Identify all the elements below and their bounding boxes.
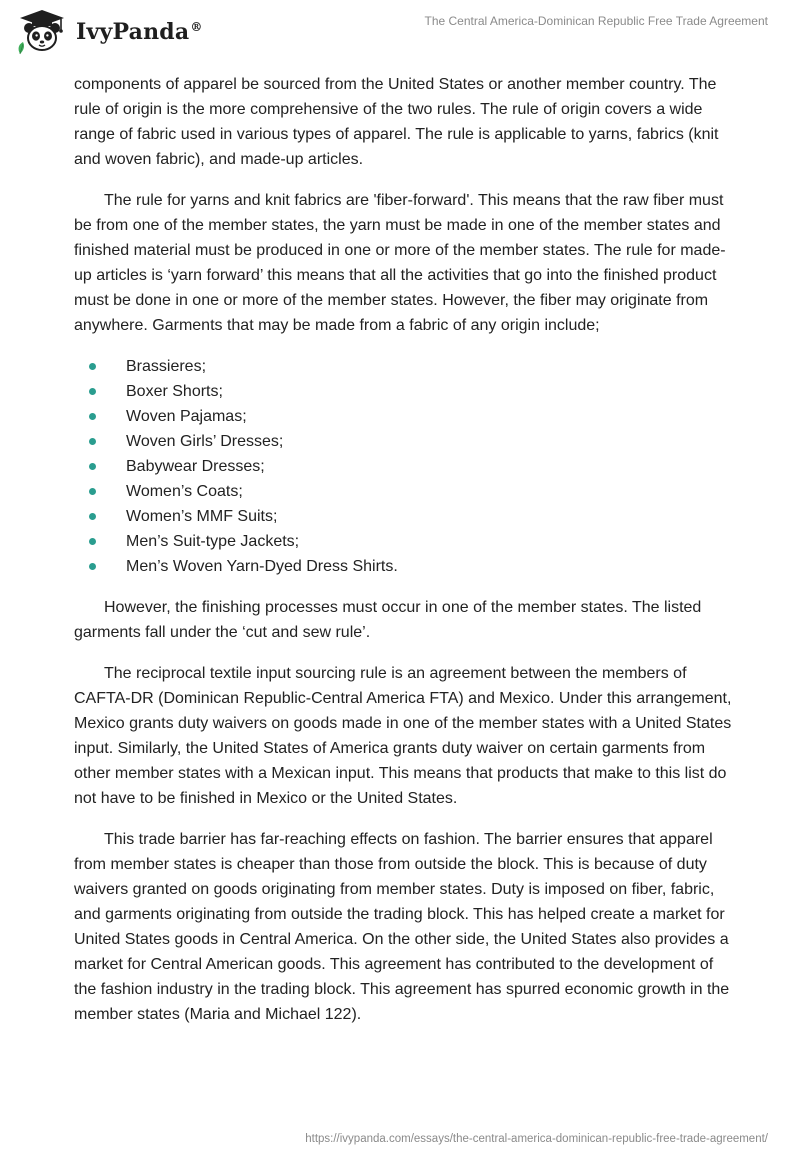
bullet-dot-icon: [89, 438, 96, 445]
document-title: The Central America-Dominican Republic Free Trade Agreement: [424, 14, 768, 28]
bullet-dot-icon: [89, 563, 96, 570]
list-item: Woven Girls’ Dresses;: [74, 429, 734, 454]
essay-content: [74, 72, 734, 1043]
paragraph-reciprocal-rule: The reciprocal textile input sourcing rule is an agreement between the members of CAFTA-DR (Dominican Republic-Central America FTA) and Mexico. Under this arrangement, Mexico grants duty waivers on goods made in one of the member states with a United States input. Similarly, the United States of America grants duty waiver on certain garments from other member states with a Mexican input. This means that products that make to this list do not have to be finished in Mexico or the United States.: [74, 665, 732, 807]
bullet-dot-icon: [89, 513, 96, 520]
bullet-dot-icon: [89, 363, 96, 370]
registered-mark: ®: [190, 19, 203, 34]
list-item: Men’s Woven Yarn-Dyed Dress Shirts.: [74, 554, 734, 579]
bullet-dot-icon: [89, 463, 96, 470]
list-item: Women’s Coats;: [74, 479, 734, 504]
list-item: Men’s Suit-type Jackets;: [74, 529, 734, 554]
bullet-dot-icon: [89, 413, 96, 420]
paragraph-continuation: components of apparel be sourced from the United States or another member country. The rule of origin is the more comprehensive of the two rules. The rule of origin covers a wide range of fabric used in various types of apparel. The rule is applicable to yarns, fabrics (knit and woven fabric), and made-up articles.: [74, 76, 719, 168]
list-item: Women’s MMF Suits;: [74, 504, 734, 529]
brand-name: IvyPanda®: [76, 19, 203, 45]
list-item: Brassieres;: [74, 354, 734, 379]
paragraph-trade-barrier: This trade barrier has far-reaching effects on fashion. The barrier ensures that apparel from member states is cheaper than those from outside the block. This is because of duty waivers granted on goods originating from member states. Duty is imposed on fiber, fabric, and garments originating from outside the trading block. This has helped create a market for United States goods in Central America. On the other side, the United States also provides a market for Central American goods. This agreement has contributed to the development of the fashion industry in the trading block. This agreement has spurred economic growth in the member states (Maria and Michael 122).: [74, 831, 730, 1023]
list-item: Woven Pajamas;: [74, 404, 734, 429]
garment-list: [74, 354, 734, 579]
list-item: Babywear Dresses;: [74, 454, 734, 479]
panda-graduate-icon: [14, 8, 70, 56]
list-item: Boxer Shorts;: [74, 379, 734, 404]
bullet-dot-icon: [89, 388, 96, 395]
bullet-dot-icon: [89, 488, 96, 495]
page-header: [0, 0, 800, 70]
paragraph-finishing: However, the finishing processes must occur in one of the member states. The listed garments fall under the ‘cut and sew rule’.: [74, 599, 702, 641]
bullet-dot-icon: [89, 538, 96, 545]
ivypanda-logo[interactable]: [14, 8, 203, 56]
paragraph-fiber-forward: The rule for yarns and knit fabrics are 'fiber-forward'. This means that the raw fiber must be from one of the member states, the yarn must be made in one of the member states and finished material must be produced in one or more of the member states. The rule for made-up articles is ‘yarn forward’ this means that all the activities that go into the finished product must be done in one or more of the member states. However, the fiber may originate from anywhere. Garments that may be made from a fabric of any origin include;: [74, 192, 726, 334]
source-url-link[interactable]: https://ivypanda.com/essays/the-central-america-dominican-republic-free-trade-agreement/: [305, 1133, 768, 1145]
